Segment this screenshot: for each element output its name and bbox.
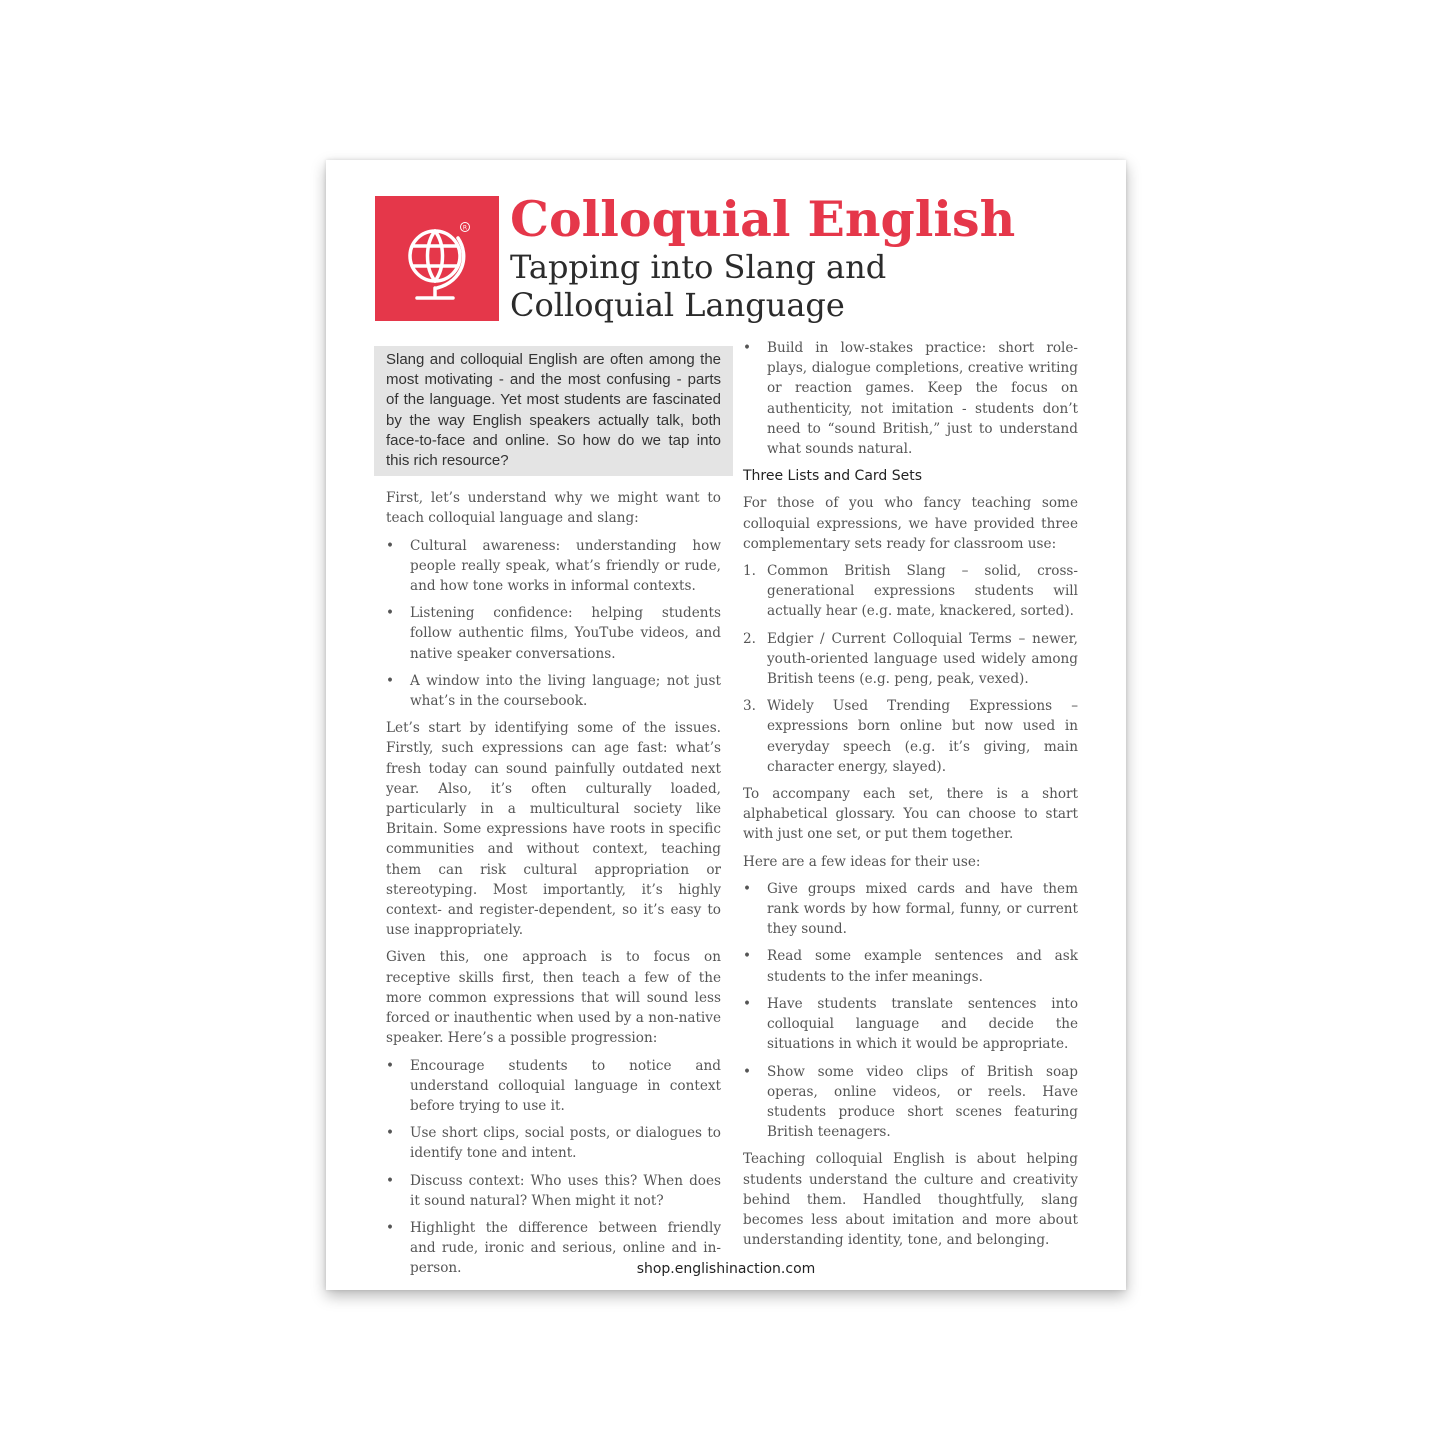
list-item: • Encourage students to notice and understand colloquial language in context before trying to use it. bbox=[386, 1057, 721, 1114]
right-column bbox=[743, 338, 1078, 1257]
list-number: 3. bbox=[743, 698, 756, 715]
sets-list bbox=[743, 561, 1078, 777]
list-item: • Cultural awareness: understanding how people really speak, what’s friendly or rude, and how tone works in informal contexts. bbox=[386, 537, 721, 595]
bullet-marker: • bbox=[386, 1219, 395, 1236]
footer-url: shop.englishinaction.com bbox=[636, 1261, 816, 1277]
bullet-marker: • bbox=[386, 1125, 395, 1142]
bullet-marker: • bbox=[386, 1172, 395, 1189]
list-item: • Listening confidence: helping students follow authentic films, YouTube videos, and native speaker conversations. bbox=[386, 605, 721, 662]
svg-text:R: R bbox=[462, 224, 468, 232]
list-number: 1. bbox=[743, 563, 756, 580]
list-item: • Discuss context: Who uses this? When does it sound natural? When might it not? bbox=[386, 1172, 721, 1209]
ideas-list bbox=[743, 879, 1078, 1142]
glossary-paragraph: To accompany each set, there is a short alphabetical glossary. You can choose to start with just one set, or put them together. bbox=[743, 786, 1078, 843]
document-page bbox=[326, 160, 1126, 1290]
left-column bbox=[386, 350, 721, 1286]
list-number: 2. bbox=[743, 630, 756, 647]
list-item: • Read some example sentences and ask students to the infer meanings. bbox=[743, 948, 1078, 985]
approach-paragraph: Given this, one approach is to focus on receptive skills first, then teach a few of the more common expressions that will sound less forced or inauthentic when used by a non-native speaker. Here’s a possible progression: bbox=[386, 949, 721, 1047]
bullet-marker: • bbox=[743, 340, 752, 356]
list-item: • Give groups mixed cards and have them rank words by how formal, funny, or current they sound. bbox=[743, 880, 1078, 938]
list-item: 1. Common British Slang – solid, cross-generational expressions students will actually hear (e.g. mate, knackered, sorted). bbox=[743, 563, 1078, 620]
subtitle-line-2: Colloquial Language bbox=[510, 286, 845, 324]
bullet-marker: • bbox=[743, 1063, 752, 1080]
list-item: • Build in low-stakes practice: short role-plays, dialogue completions, creative writing or reaction games. Keep the focus on authenticity, not imitation - students don’t need to “sound British,” just to understand what sounds natural. bbox=[743, 340, 1078, 458]
list-item: 2. Edgier / Current Colloquial Terms – newer, youth-oriented language used widely among British teens (e.g. peng, peak, vexed). bbox=[743, 630, 1078, 688]
list-item: • Use short clips, social posts, or dialogues to identify tone and intent. bbox=[386, 1125, 721, 1162]
sets-intro: For those of you who fancy teaching some colloquial expressions, we have provided three complementary sets ready for classroom use: bbox=[743, 495, 1078, 552]
logo bbox=[375, 196, 499, 321]
list-item: • Have students translate sentences into colloquial language and decide the situations in which it would be appropriate. bbox=[743, 995, 1078, 1053]
list-item: • Highlight the difference between friendly and rude, ironic and serious, online and in-person. bbox=[386, 1219, 721, 1277]
globe-logo-icon bbox=[375, 196, 499, 321]
reasons-intro: First, let’s understand why we might want to teach colloquial language and slang: bbox=[386, 490, 721, 527]
practice-list bbox=[743, 338, 1078, 459]
progression-list bbox=[386, 1056, 721, 1279]
bullet-marker: • bbox=[743, 995, 752, 1012]
page-title: Colloquial English bbox=[510, 190, 1016, 248]
bullet-marker: • bbox=[386, 537, 395, 554]
bullet-marker: • bbox=[386, 605, 395, 622]
intro-box: Slang and colloquial English are often among the most motivating - and the most confusing - parts of the language. Yet most students are fascinated by the way English speakers actually talk, both face-to-face and online. So how do we tap into this rich resource? bbox=[374, 346, 733, 476]
subtitle-line-1: Tapping into Slang and bbox=[510, 248, 887, 286]
section-heading: Three Lists and Card Sets bbox=[743, 468, 923, 485]
reasons-list bbox=[386, 536, 721, 712]
bullet-marker: • bbox=[743, 880, 752, 897]
page-subtitle bbox=[510, 248, 886, 324]
bullet-marker: • bbox=[743, 948, 752, 965]
list-item: • A window into the living language; not just what’s in the coursebook. bbox=[386, 672, 721, 710]
conclusion-paragraph: Teaching colloquial English is about helping students understand the culture and creativity behind them. Handled thoughtfully, slang becomes less about imitation and more about understanding identity, tone, and belonging. bbox=[743, 1151, 1078, 1249]
list-item: 3. Widely Used Trending Expressions – expressions born online but now used in everyday speech (e.g. it’s giving, main character energy, slayed). bbox=[743, 698, 1078, 775]
list-item: • Show some video clips of British soap operas, online videos, or reels. Have students produce short scenes featuring British teenagers. bbox=[743, 1063, 1078, 1141]
bullet-marker: • bbox=[386, 1057, 395, 1074]
bullet-marker: • bbox=[386, 672, 395, 689]
issues-paragraph: Let’s start by identifying some of the issues. Firstly, such expressions can age fast: what’s fresh today can sound painfully outdated next year. Also, it’s often culturally loaded, particularly in a multicultural society like Britain. Some expressions have roots in specific communities and without context, teaching them can risk cultural appropriation or stereotyping. Most importantly, it’s highly context- and register-dependent, so it’s easy to use inappropriately. bbox=[386, 720, 721, 939]
ideas-intro: Here are a few ideas for their use: bbox=[743, 853, 981, 870]
